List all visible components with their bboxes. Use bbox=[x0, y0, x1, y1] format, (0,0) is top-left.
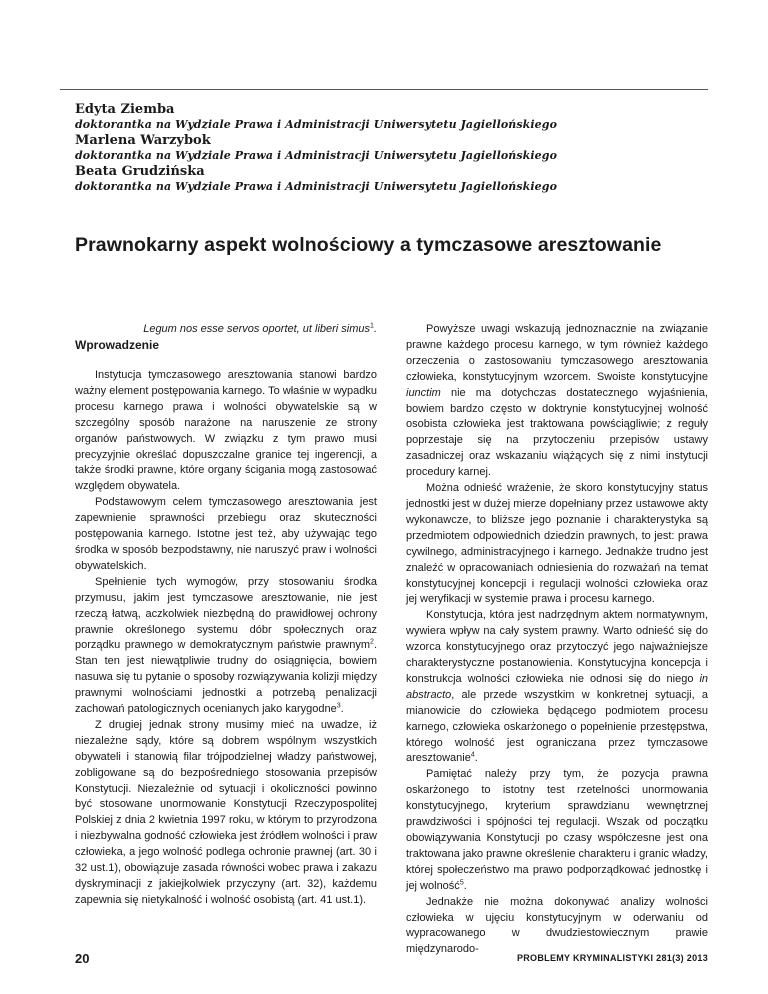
motto-text: Legum nos esse servos oportet, ut liberi simus bbox=[143, 323, 371, 335]
right-column bbox=[406, 322, 708, 958]
author-name: Marlena Warzybok bbox=[75, 133, 211, 148]
author-affiliation: doktorantka na Wydziale Prawa i Administracji Uniwersytetu Jagiellońskiego bbox=[75, 149, 558, 162]
paragraph-text: , ale przede wszystkim w konkretnej sytuacji, a mianowicie do człowieka będącego podmiotem procesu karnego, człowieka oskarżonego o popełnienie przestępstwa, którego wolność jest ograniczana przez tymczasowe aresztowanie bbox=[406, 688, 708, 765]
paragraph: Można odnieść wrażenie, że skoro konstytucyjny status jednostki jest w dużej mierze dopełniany przez ustawowe akty wykonawcze, to bliższe jego poznanie i charakterystyka są przedmiotem odpowiednich dziedzin prawnych, to jest: prawa cywilnego, administracyjnego i karnego. Jednakże trudno jest znaleźć w opracowaniach odniesienia do rozważań na temat konstytucyjnej koncepcji i regulacji wolności człowieka oraz jej weryfikacji w systemie prawa i procesu karnego. bbox=[406, 482, 708, 606]
paragraph bbox=[406, 608, 708, 767]
paragraph: Podstawowym celem tymczasowego aresztowania jest zapewnienie sprawności przebiegu oraz skuteczności postępowania karnego. Istotne jest też, aby używając tego środka w sposób bezpodstawny, nie naruszyć praw i wolności obywatelskich. bbox=[75, 496, 377, 572]
paragraph-text: . Stan ten jest niewątpliwie trudny do osiągnięcia, bowiem nasuwa się tu pytanie o sposoby rozwiązywania kolizji między prawnymi wolnościami jednostki a potrzebą penalizacji zachowań patologicznych ocenianych jako karygodne bbox=[75, 639, 377, 716]
paragraph: Jednakże nie można dokonywać analizy wolności człowieka w ujęciu konstytucyjnym w oderwaniu od wypracowanego w dwudziestowiecznym prawie międzynarodo- bbox=[406, 895, 708, 956]
paragraph bbox=[406, 322, 708, 481]
footnote-ref: 2 bbox=[370, 638, 374, 646]
footnote-ref: 5 bbox=[459, 879, 464, 887]
paragraph-text: Spełnienie tych wymogów, przy stosowaniu środka przymusu, jakim jest tymczasowe aresztowanie, nie jest rzeczą łatwą, aczkolwiek niezbędną do prawidłowej ochrony prawnie określonego systemu dóbr społecznych oraz porządku prawnego w demokratycznym państwie prawnym bbox=[75, 575, 377, 652]
footnote-ref: 3 bbox=[336, 702, 341, 710]
paragraph: Z drugiej jednak strony musimy mieć na uwadze, iż niezależne sądy, które są dobrem wspólnym wszystkich obywateli i stanowią filar trójpodzielnej władzy państwowej, zobligowane są do bezpośredniego stosowania przepisów Konstytucji. Niezależnie od sytuacji i okoliczności powinno być stosowane unormowanie Konstytucji Rzeczypospolitej Polskiej z dnia 2 kwietnia 1997 roku, w którym to przyrodzona i niezbywalna godność człowieka jest źródłem wolności i praw człowieka, a jego wolność podlega ochronie prawnej (art. 30 i 32 ust.1), obowiązuje zasada równości wobec prawa i zakazu dyskryminacji z jakiejkolwiek przyczyny (art. 32), każdemu zapewnia się nietykalność i wolność osobistą (art. 41 ust.1). bbox=[75, 718, 377, 906]
paragraph-text: nie ma dotychczas dostatecznego wyjaśnienia, bowiem bardzo często w doktrynie konstytucyjnej wolność osobista człowieka jest traktowana powściągliwie; z reguły poprzestaje się na przytoczeniu przepisów ustawy zasadniczej oraz wskazaniu wiążących się z nimi instytucji procedury karnej. bbox=[406, 386, 708, 479]
article-title: Prawnokarny aspekt wolnościowy a tymczasowe aresztowanie bbox=[75, 234, 662, 256]
top-rule bbox=[60, 89, 708, 90]
footnote-ref: 4 bbox=[470, 751, 475, 759]
emphasis-text: in abstracto bbox=[406, 672, 708, 701]
motto: Legum nos esse servos oportet, ut liberi simus$^1$. bbox=[143, 322, 377, 335]
author-affiliation: doktorantka na Wydziale Prawa i Administracji Uniwersytetu Jagiellońskiego bbox=[75, 180, 558, 193]
paragraph-text: . bbox=[474, 752, 478, 765]
author-name: Beata Grudzińska bbox=[75, 164, 205, 179]
paragraph-text: Konstytucja, która jest nadrzędnym aktem normatywnym, wywiera wpływ na cały system prawny. Warto odnieść się do wzorca konstytucyjnego oraz przytoczyć jego najważniejsze charakterystyczne postanowienia. Konstytucyjna koncepcja i konstrukcja wolności człowieka nie odnosi się do niego bbox=[406, 609, 708, 685]
paragraph: Instytucja tymczasowego aresztowania stanowi bardzo ważny element postępowania karnego. To właśnie w wypadku procesu karnego prawa i wolności obywatelskie są w szczególny sposób narażone na naruszenie ze strony organów państwowych. W związku z tym prawo musi precyzyjnie określać dopuszczalne granice tej ingerencji, a także środki prawne, które organy ścigania mogą zastosować względem obywatela. bbox=[75, 369, 377, 493]
paragraph-text: . bbox=[463, 879, 467, 892]
journal-footer: PROBLEMY KRYMINALISTYKI 281(3) 2013 bbox=[516, 953, 708, 963]
footnote-ref: 1 bbox=[370, 322, 374, 330]
section-heading: Wprowadzenie bbox=[75, 338, 160, 352]
paragraph bbox=[406, 767, 708, 894]
paragraph-text: Powyższe uwagi wskazują jednoznacznie na związanie prawne każdego procesu karnego, w tym również każdego orzeczenia o zastosowaniu tymczasowego aresztowania człowieka, konstytucyjnym wzorcem. Swoiste konstytucyjne bbox=[406, 323, 708, 383]
author-name: Edyta Ziemba bbox=[75, 102, 175, 117]
author-affiliation: doktorantka na Wydziale Prawa i Administracji Uniwersytetu Jagiellońskiego bbox=[75, 118, 558, 131]
page-number: 20 bbox=[75, 951, 90, 966]
left-column bbox=[75, 322, 377, 909]
author-list bbox=[75, 102, 695, 195]
paragraph-text: . bbox=[340, 703, 344, 716]
paragraph bbox=[75, 575, 377, 718]
paragraph-text: Pamiętać należy przy tym, że pozycja prawna oskarżonego to istotny test rzetelności unormowania konstytucyjnego, kryterium sprawdzianu wewnętrznej prawdziwości i spójności tej regulacji. Wszak od początku obowiązywania Konstytucji po czasy współczesne jest ona traktowana jako prawne określenie charakteru i granic władzy, której społeczeństwo ma prawo podporządkować jednostkę i jej wolność bbox=[406, 768, 708, 892]
emphasis-text: iunctim bbox=[406, 386, 441, 399]
